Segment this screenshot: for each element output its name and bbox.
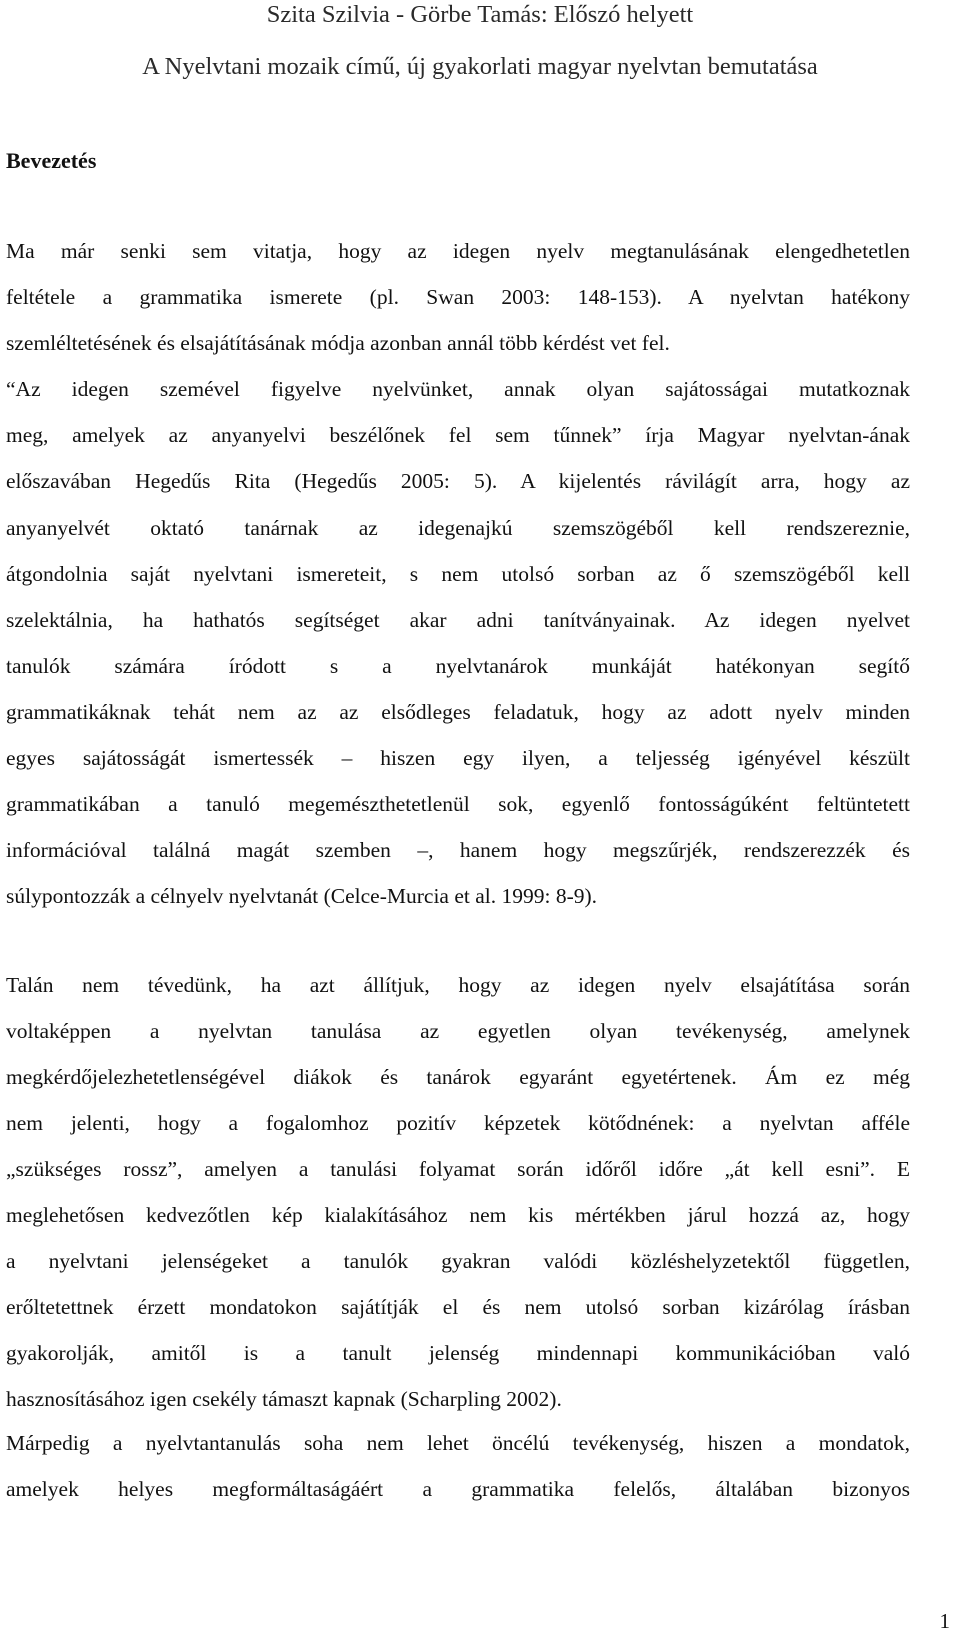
header-subtitle: A Nyelvtani mozaik című, új gyakorlati magyar nyelvtan bemutatása bbox=[142, 53, 818, 80]
text-line: hasznosításához igen csekély támaszt kapnak (Scharpling 2002). bbox=[6, 1387, 562, 1411]
text-line: egyes sajátosságát ismertessék – hiszen egy ilyen, a teljesség igényével készült bbox=[6, 746, 910, 770]
text-line: feltétele a grammatika ismerete (pl. Swan 2003: 148-153). A nyelvtan hatékony bbox=[6, 285, 910, 309]
text-line: meg, amelyek az anyanyelvi beszélőnek fel sem tűnnek” írja Magyar nyelvtan-ának bbox=[6, 423, 910, 447]
text-line: súlypontozzák a célnyelv nyelvtanát (Celce-Murcia et al. 1999: 8-9). bbox=[6, 884, 598, 908]
text-line: erőltetettnek érzett mondatokon sajátítják el és nem utolsó sorban kizárólag írásban bbox=[6, 1295, 910, 1319]
text-line: előszavában Hegedűs Rita (Hegedűs 2005: 5). A kijelentés rávilágít arra, hogy az bbox=[6, 469, 910, 493]
text-line: anyanyelvét oktató tanárnak az idegenajkú szemszögéből kell rendszereznie, bbox=[6, 516, 910, 540]
text-line: megkérdőjelezhetetlenségével diákok és tanárok egyaránt egyetértenek. Ám ez még bbox=[6, 1065, 910, 1089]
text-line: a nyelvtani jelenségeket a tanulók gyakran valódi közléshelyzetektől független, bbox=[6, 1249, 910, 1273]
text-line: Márpedig a nyelvtantanulás soha nem lehet öncélú tevékenység, hiszen a mondatok, bbox=[6, 1431, 910, 1455]
text-line: voltaképpen a nyelvtan tanulása az egyetlen olyan tevékenység, amelynek bbox=[6, 1019, 910, 1043]
text-line: meglehetősen kedvezőtlen kép kialakításához nem kis mértékben járul hozzá az, hogy bbox=[6, 1203, 910, 1227]
text-line: grammatikában a tanuló megemészthetetlenül sok, egyenlő fontosságúként feltüntetett bbox=[6, 792, 910, 816]
text-line: Talán nem tévedünk, ha azt állítjuk, hogy az idegen nyelv elsajátítása során bbox=[6, 973, 910, 997]
text-line: grammatikáknak tehát nem az az elsődleges feladatuk, hogy az adott nyelv minden bbox=[6, 700, 910, 724]
text-line: szelektálnia, ha hathatós segítséget akar adni tanítványainak. Az idegen nyelvet bbox=[6, 608, 910, 632]
text-line: „szükséges rossz”, amelyen a tanulási folyamat során időről időre „át kell esni”. E bbox=[6, 1157, 910, 1181]
page-number: 1 bbox=[939, 1609, 950, 1633]
text-line: átgondolnia saját nyelvtani ismereteit, s nem utolsó sorban az ő szemszögéből kell bbox=[6, 562, 910, 586]
text-line: Ma már senki sem vitatja, hogy az idegen nyelv megtanulásának elengedhetetlen bbox=[6, 239, 910, 263]
text-line: gyakorolják, amitől is a tanult jelenség mindennapi kommunikációban való bbox=[6, 1341, 910, 1365]
text-line: amelyek helyes megformáltaságáért a grammatika felelős, általában bizonyos bbox=[6, 1477, 910, 1501]
section-heading: Bevezetés bbox=[6, 148, 97, 173]
text-line: “Az idegen szemével figyelve nyelvünket, annak olyan sajátosságai mutatkoznak bbox=[6, 377, 910, 401]
text-line: tanulók számára íródott s a nyelvtanárok munkáját hatékonyan segítő bbox=[6, 654, 910, 678]
text-line: szemléltetésének és elsajátításának módja azonban annál több kérdést vet fel. bbox=[6, 331, 670, 355]
header-authors-title: Szita Szilvia - Görbe Tamás: Előszó helyett bbox=[266, 1, 694, 28]
text-line: nem jelenti, hogy a fogalomhoz pozitív képzetek kötődnének: a nyelvtan afféle bbox=[6, 1111, 910, 1135]
text-line: információval találná magát szemben –, hanem hogy megszűrjék, rendszerezzék és bbox=[6, 838, 910, 862]
